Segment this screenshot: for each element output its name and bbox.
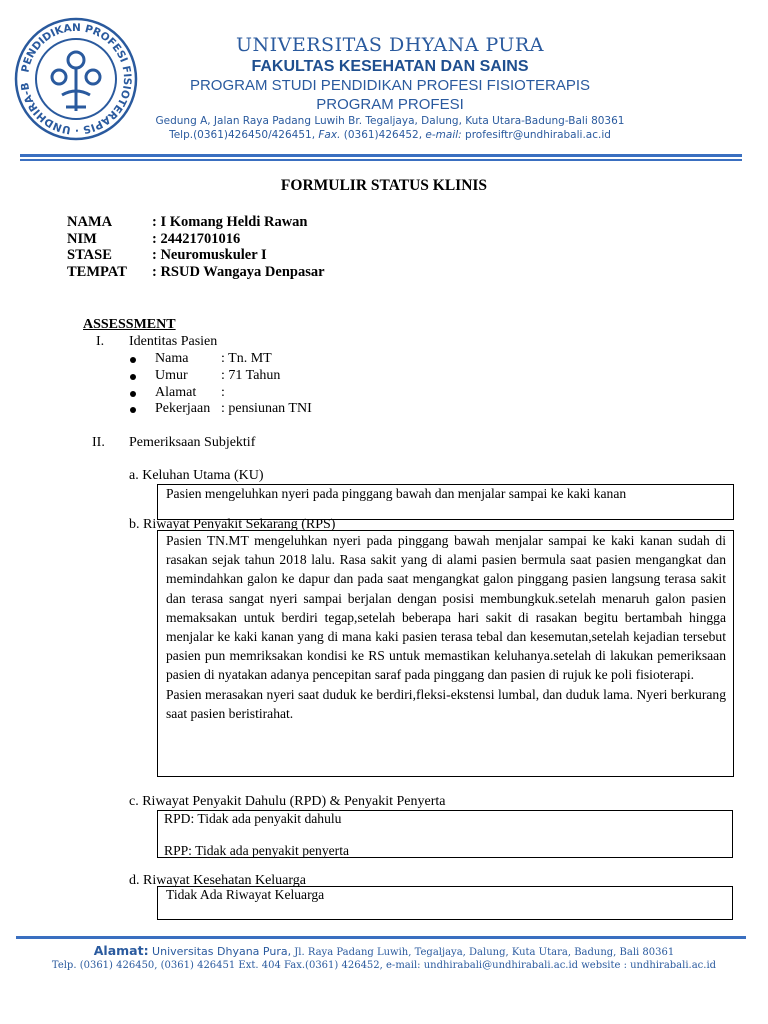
bullet-icon	[130, 357, 136, 363]
footer-address: Alamat: Universitas Dhyana Pura, Jl. Raya Padang Luwih, Tegaljaya, Dalung, Kuta Utara, Badung, Bali 80361	[93, 943, 675, 958]
ku-box	[157, 484, 734, 520]
header-rule-top	[20, 154, 742, 157]
logo-ring-text: PENDIDIKAN PROFESI FISIOTERAPIS · UNDHIRA-B	[19, 21, 134, 137]
assessment-heading: ASSESSMENT	[83, 317, 176, 332]
rps-box	[157, 530, 734, 777]
identity-name: NAMA : I Komang Heldi Rawan	[67, 214, 308, 230]
form-title: FORMULIR STATUS KLINIS	[280, 177, 488, 194]
patient-name-label: Nama	[155, 351, 189, 366]
section-1-title: Identitas Pasien	[129, 334, 218, 349]
rpd-box	[157, 810, 733, 858]
patient-age-label: Umur	[155, 368, 188, 383]
bullet-icon	[130, 391, 136, 397]
patient-address-label: Alamat	[155, 385, 197, 400]
rps-paragraph-2: Pasien merasakan nyeri saat duduk ke berdiri,fleksi-ekstensi lumbal, dan duduk lama. Nyeri berkurang saat pasien beristirahat.	[166, 686, 726, 721]
footer-contact: Telp. (0361) 426450, (0361) 426451 Ext. 404 Fax.(0361) 426452, e-mail: undhirabali@undhirabali.ac.id website : undhirabali.ac.id	[51, 960, 717, 971]
university-logo	[12, 15, 140, 143]
rps-label: b. Riwayat Penyakit Sekarang (RPS)	[129, 517, 336, 532]
ku-text: Pasien mengeluhkan nyeri pada pinggang bawah dan menjalar sampai ke kaki kanan	[166, 486, 627, 501]
rpd-label: c. Riwayat Penyakit Dahulu (RPD) & Penyakit Penyerta	[129, 794, 446, 809]
university-name: UNIVERSITAS DHYANA PURA	[236, 34, 544, 56]
bullet-icon	[130, 407, 136, 413]
identity-stase: STASE : Neuromuskuler I	[67, 247, 267, 263]
header-address: Gedung A, Jalan Raya Padang Luwih Br. Tegaljaya, Dalung, Kuta Utara-Badung-Bali 80361	[155, 115, 625, 127]
patient-address-value: :	[221, 385, 225, 400]
patient-age-value: : 71 Tahun	[221, 368, 281, 383]
header-contact: Telp.(0361)426450/426451, Fax. (0361)426452, e-mail: profesiftr@undhirabali.ac.id	[169, 129, 611, 141]
section-2-number: II.	[92, 435, 105, 450]
ku-label: a. Keluhan Utama (KU)	[129, 468, 264, 483]
rk-text: Tidak Ada Riwayat Keluarga	[166, 887, 325, 902]
rpd-line: RPD: Tidak ada penyakit dahulu	[164, 811, 342, 826]
patient-job-label: Pekerjaan	[155, 401, 211, 416]
patient-name-value: : Tn. MT	[221, 351, 272, 366]
rk-label: d. Riwayat Kesehatan Keluarga	[129, 873, 307, 888]
rps-paragraph-1: Pasien TN.MT mengeluhkan nyeri pada pinggang bawah menjalar sampai ke kaki kanan sudah di rasakan sejak tahun 2018 lalu. Rasa sakit yang di alami pasien bermula saat pasien mengangkat dan memindahkan galon ke dapur dan pada saat mengangkat galon pinggang pasien langsung terasa sakit dan terasa sangat nyeri sampai berjalan dengan posisi membungkuk.setelah menaruh galon pasien memaksakan untuk berdiri tegap,setelah beberapa hari sakit di rasakan begitu bertambah hingga menjalar ke kaki kanan yang di mana kaki pasien terasa tebal dan kesemutan,setelah kejadian tersebut pasien pun memriksakan kondisi ke RS untuk memastikan keluhanya.setelah di lakukan pemeriksaan pasien di nyatakan adanya pencepitan saraf pada pinggang dan pasien di rujuk ke poli fisioterapi.	[166, 533, 726, 683]
section-2-title: Pemeriksaan Subjektif	[129, 435, 256, 450]
program-name: PROGRAM STUDI PENDIDIKAN PROFESI FISIOTERAPIS	[189, 77, 591, 94]
footer-rule	[16, 936, 746, 939]
faculty-name: FAKULTAS KESEHATAN DAN SAINS	[251, 58, 529, 75]
bullet-icon	[130, 374, 136, 380]
rpp-line: RPP: Tidak ada penyakit penyerta	[164, 843, 350, 858]
section-1-number: I.	[96, 334, 105, 349]
header-rule-bottom	[20, 159, 742, 161]
identity-nim: NIM : 24421701016	[67, 231, 241, 247]
program-subtitle: PROGRAM PROFESI	[316, 96, 464, 113]
patient-job-value: : pensiunan TNI	[221, 401, 312, 416]
rk-box	[157, 886, 733, 920]
identity-tempat: TEMPAT : RSUD Wangaya Denpasar	[67, 264, 325, 280]
